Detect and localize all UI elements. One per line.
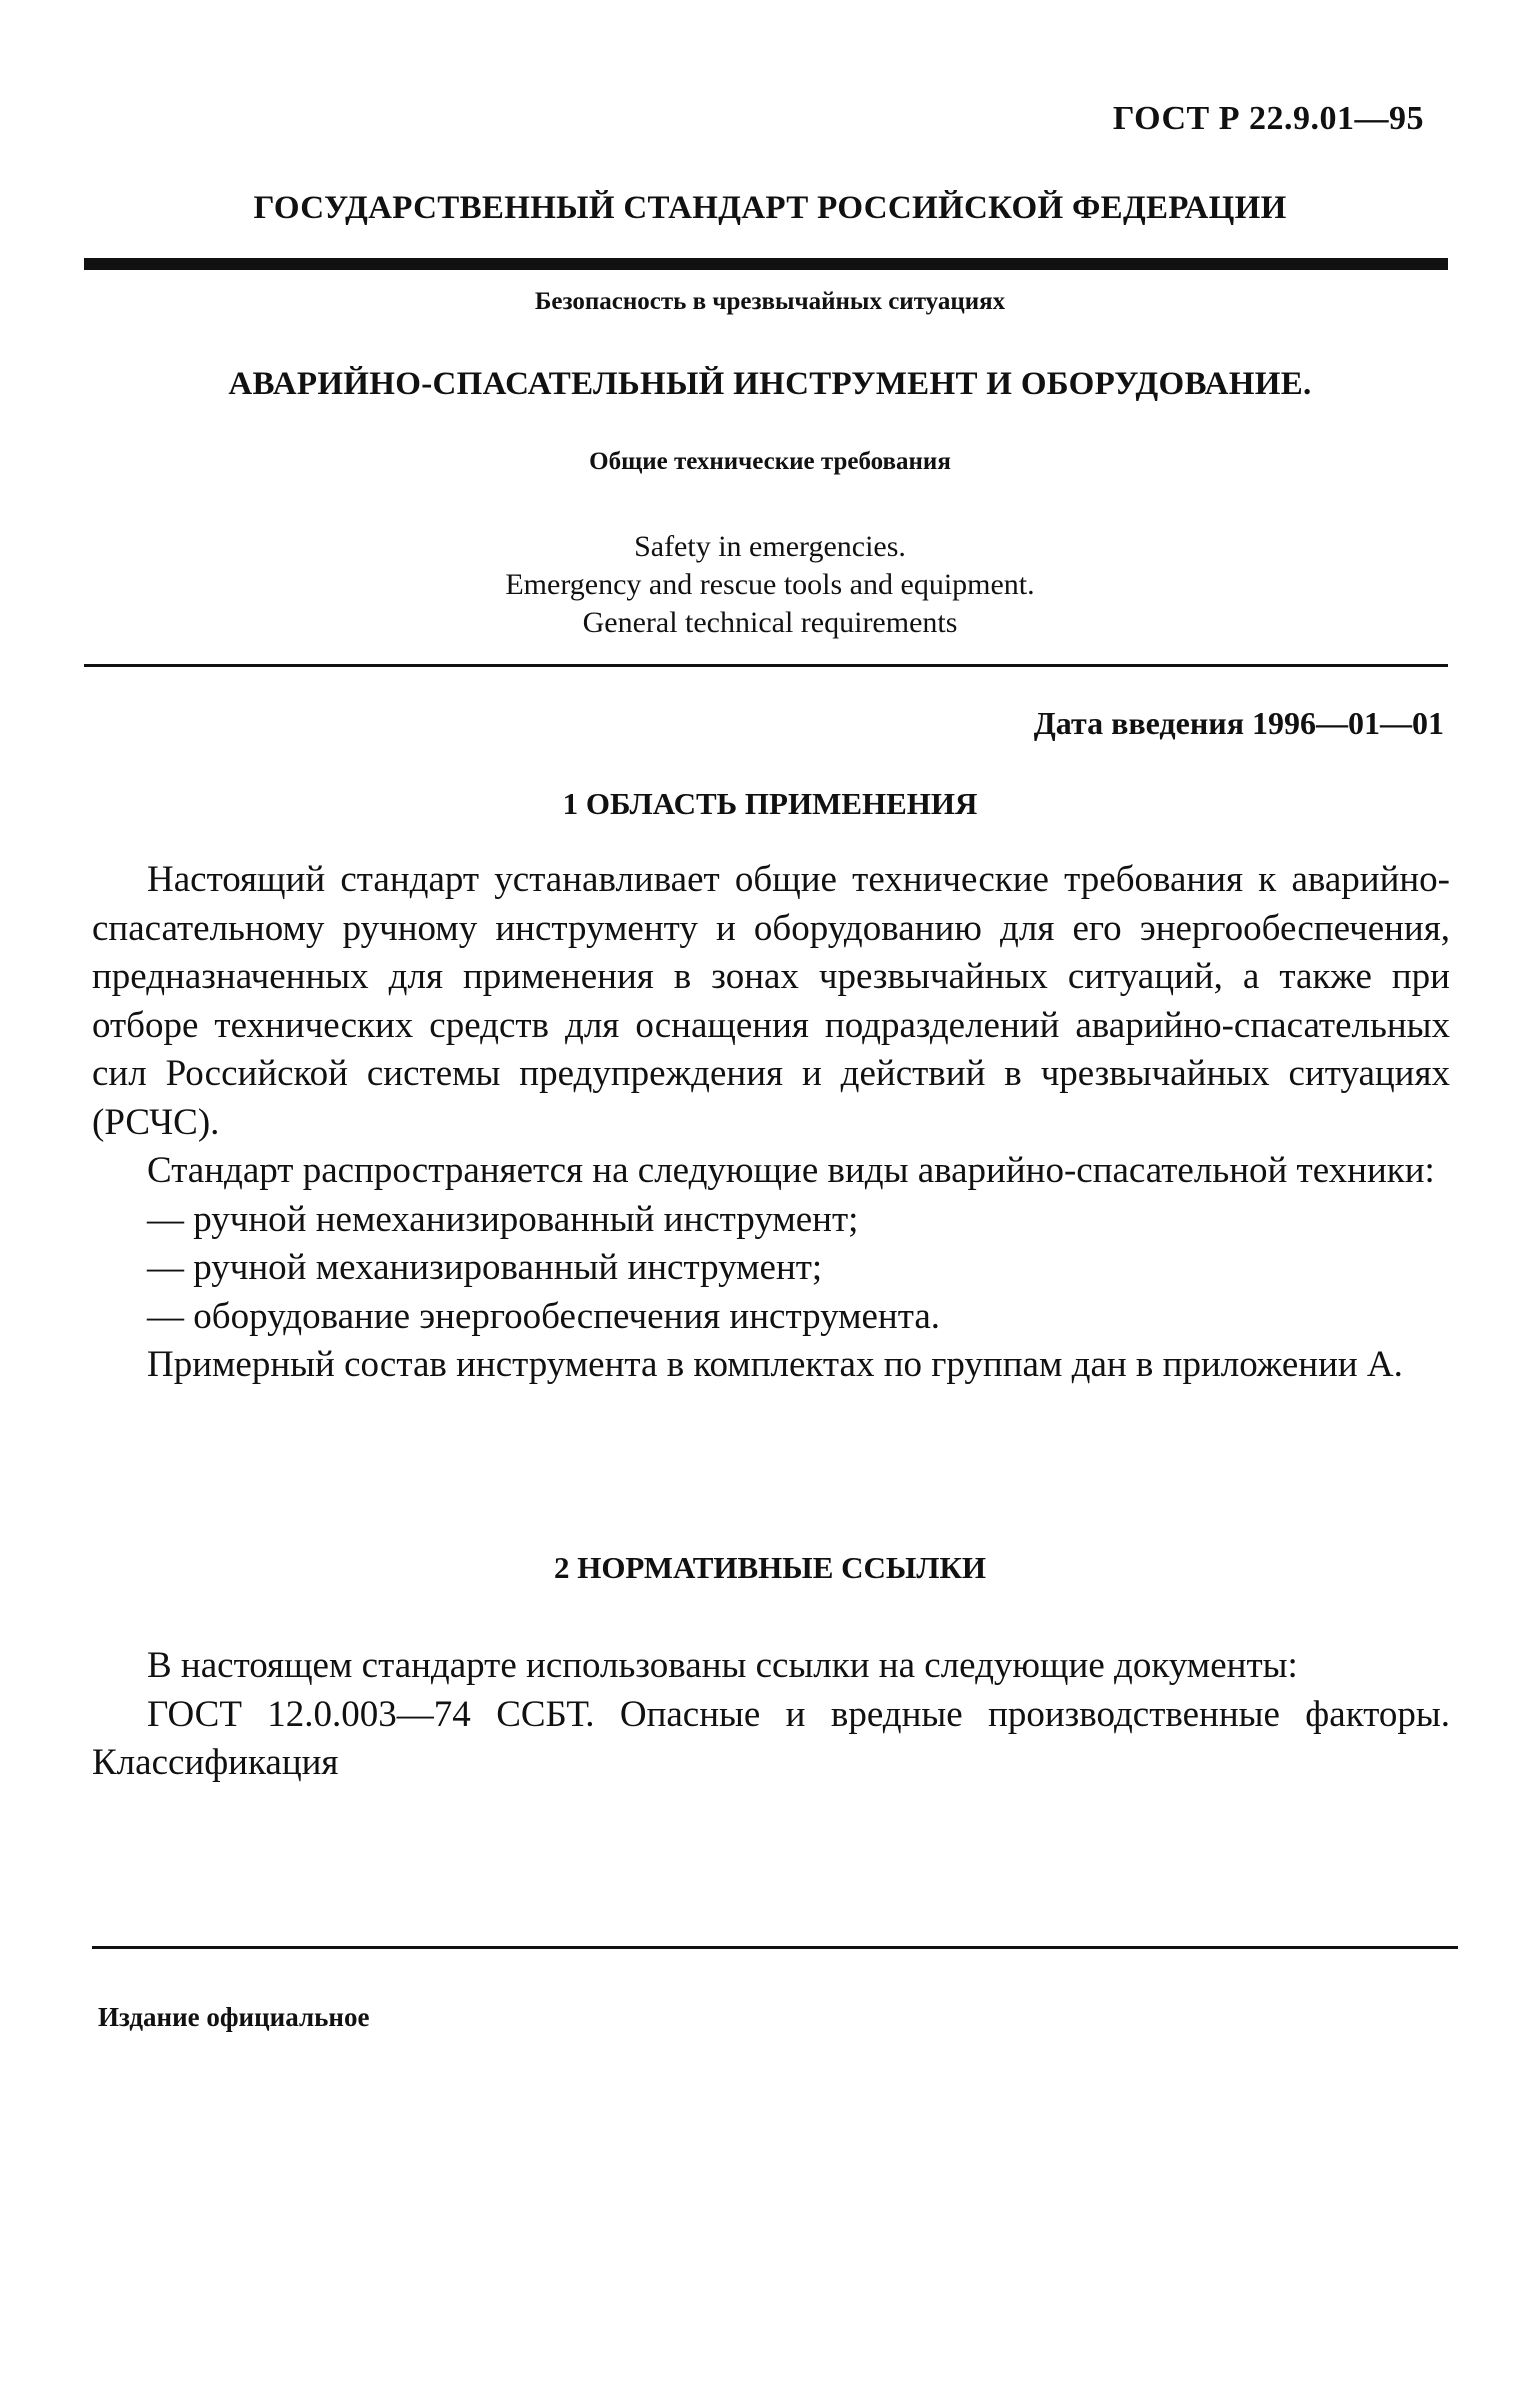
english-title-line: Safety in emergencies. <box>634 530 906 563</box>
list-item: — ручной немеханизированный инструмент; <box>147 1198 859 1240</box>
header-rule <box>84 258 1448 270</box>
paragraph: В настоящем стандарте использованы ссылки на следующие документы: <box>147 1645 1298 1686</box>
english-title-line: Emergency and rescue tools and equipment. <box>505 568 1035 601</box>
introduction-date: Дата введения 1996—01—01 <box>1033 705 1444 741</box>
series-title: Безопасность в чрезвычайных ситуациях <box>534 288 1006 315</box>
paragraph: Стандарт распространяется на следующие виды аварийно-спасательной техники: <box>147 1150 1435 1191</box>
section-1-body <box>92 856 1450 1390</box>
document-number: ГОСТ Р 22.9.01—95 <box>1112 100 1424 137</box>
list-item: — оборудование энергообеспечения инструмента. <box>147 1295 941 1337</box>
footer-rule <box>92 1946 1458 1949</box>
section-2-heading: 2 НОРМАТИВНЫЕ ССЫЛКИ <box>553 1550 987 1585</box>
paragraph: Примерный состав инструмента в комплектах по группам дан в приложении А. <box>147 1344 1403 1385</box>
paragraph: ГОСТ 12.0.003—74 ССБТ. Опасные и вредные производственные факторы. Классификация <box>92 1693 1450 1783</box>
paragraph: Настоящий стандарт устанавливает общие технические требования к аварийно-спасательному ручному инструменту и оборудованию для его энергообеспечения, предназначенных для применения в зонах чрезвычайных ситуаций, а также при отборе технических средств для оснащения подразделений аварийно-спасательных сил Российской системы предупреждения и действий в чрезвычайных ситуациях (РСЧС). <box>92 859 1450 1143</box>
title-rule <box>84 664 1448 667</box>
list-item: — ручной механизированный инструмент; <box>147 1247 823 1288</box>
main-title: АВАРИЙНО-СПАСАТЕЛЬНЫЙ ИНСТРУМЕНТ И ОБОРУДОВАНИЕ. <box>228 366 1312 402</box>
english-title <box>0 528 1540 642</box>
section-1-heading: 1 ОБЛАСТЬ ПРИМЕНЕНИЯ <box>562 786 978 821</box>
state-standard-heading: ГОСУДАРСТВЕННЫЙ СТАНДАРТ РОССИЙСКОЙ ФЕДЕРАЦИИ <box>253 190 1287 226</box>
section-2-body <box>92 1642 1450 1788</box>
edition-note: Издание официальное <box>98 2002 370 2032</box>
subtitle: Общие технические требования <box>589 448 951 475</box>
english-title-line: General technical requirements <box>582 606 958 639</box>
